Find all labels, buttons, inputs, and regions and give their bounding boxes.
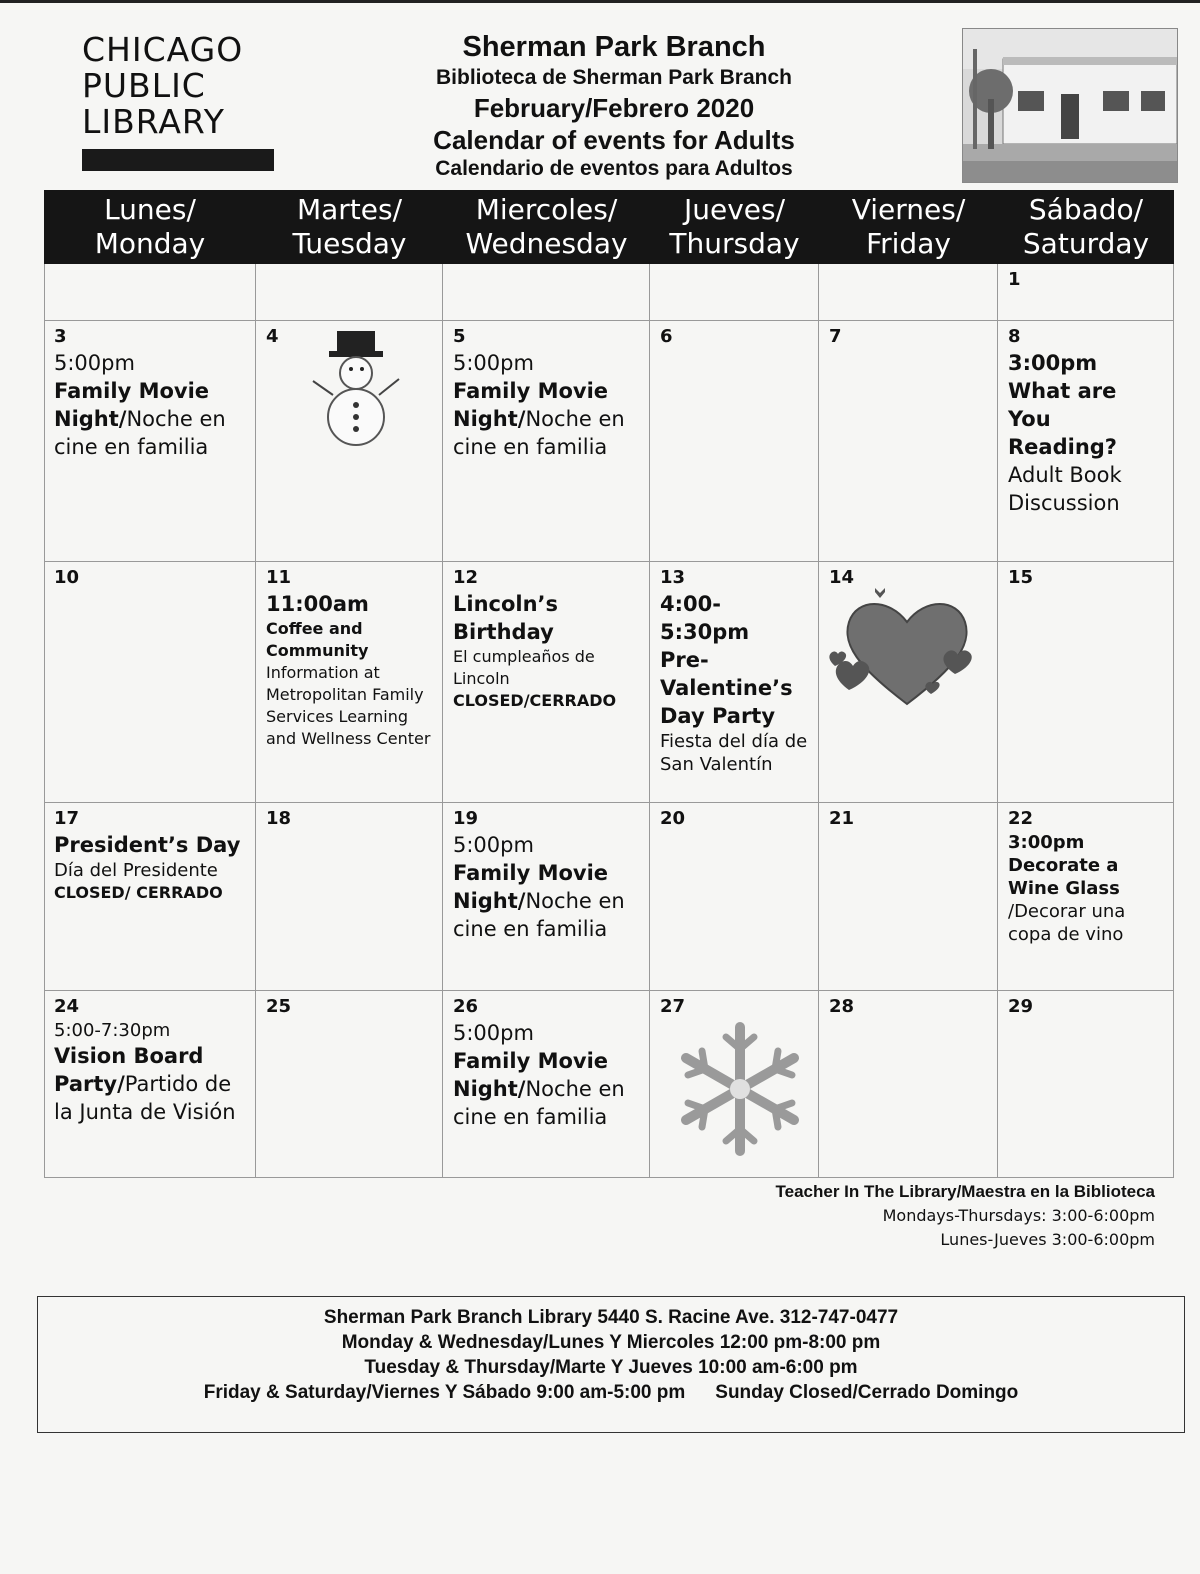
event-time: 5:00pm — [453, 833, 534, 857]
page-header — [395, 30, 833, 182]
event-subtitle: El cumpleaños de Lincoln — [453, 647, 595, 688]
day-cell-28 — [819, 991, 998, 1178]
hearts-icon — [827, 586, 987, 716]
day-number: 11 — [266, 567, 292, 588]
event-title: Vision Board — [54, 1044, 204, 1068]
event-subtitle: Fiesta del día de San Valentín — [660, 731, 808, 775]
day-number: 26 — [453, 996, 479, 1017]
logo-line-3: LIBRARY — [82, 102, 225, 141]
day-cell-21 — [819, 803, 998, 991]
day-number: 19 — [453, 808, 479, 829]
day-cell-29 — [998, 991, 1174, 1178]
day-number: 15 — [1008, 567, 1034, 588]
day-cell-18 — [256, 803, 443, 991]
day-cell-13 — [650, 562, 819, 803]
day-number: 24 — [54, 996, 80, 1017]
hours-fri-sat-sun — [38, 1380, 1184, 1405]
day-number: 5 — [453, 326, 466, 347]
day-number: 29 — [1008, 996, 1034, 1017]
event-time: 4:00-5:30pm — [660, 592, 750, 644]
month-title: February/Febrero 2020 — [473, 93, 755, 123]
calendar-title-es: Calendario de eventos para Adultos — [435, 157, 793, 180]
day-number: 12 — [453, 567, 479, 588]
day-cell-11 — [256, 562, 443, 803]
library-address: Sherman Park Branch Library 5440 S. Racine Ave. 312-747-0477 — [323, 1307, 899, 1328]
sunday-closed: Sunday Closed/Cerrado Domingo — [715, 1382, 1019, 1403]
day-number: 25 — [266, 996, 292, 1017]
day-header-monday: Lunes/ Monday — [44, 190, 256, 264]
day-cell-5 — [443, 321, 650, 562]
event-subtitle: Adult Book Discussion — [1008, 463, 1122, 515]
library-logo — [82, 32, 274, 171]
day-cell-empty — [819, 264, 998, 321]
day-header-friday: Viernes/ Friday — [819, 190, 998, 264]
event-title: President’s Day — [54, 833, 241, 857]
event-time: 5:00pm — [54, 351, 135, 375]
event-time: 3:00pm — [1008, 832, 1085, 853]
branch-title-es: Biblioteca de Sherman Park Branch — [436, 66, 792, 89]
event-title-es: Night/Noche en cine en familia — [54, 407, 226, 459]
event-title: Lincoln’s Birthday — [453, 592, 559, 644]
event-time: 5:00-7:30pm — [54, 1020, 171, 1041]
logo-line-1: CHICAGO — [82, 30, 244, 69]
day-number: 1 — [1008, 269, 1021, 290]
day-number: 10 — [54, 567, 80, 588]
day-cell-6 — [650, 321, 819, 562]
logo-bar — [82, 149, 274, 171]
event-time: 5:00pm — [453, 351, 534, 375]
day-cell-22 — [998, 803, 1174, 991]
day-number: 8 — [1008, 326, 1021, 347]
day-number: 7 — [829, 326, 842, 347]
event-title-es: Night/Noche en cine en familia — [453, 1077, 625, 1129]
event-time: 11:00am — [266, 592, 369, 616]
event-title: Family Movie — [453, 861, 609, 885]
event-time: 5:00pm — [453, 1021, 534, 1045]
day-cell-17 — [44, 803, 256, 991]
event-title: Coffee and Community — [266, 619, 369, 660]
day-cell-25 — [256, 991, 443, 1178]
teacher-hours-es: Lunes-Jueves 3:00-6:00pm — [940, 1230, 1155, 1249]
day-header-tuesday: Martes/ Tuesday — [256, 190, 443, 264]
day-cell-24 — [44, 991, 256, 1178]
event-title: Family Movie — [54, 379, 210, 403]
day-number: 22 — [1008, 808, 1034, 829]
day-cell-7 — [819, 321, 998, 562]
hours-mon-wed: Monday & Wednesday/Lunes Y Miercoles 12:00 pm-8:00 pm — [341, 1332, 881, 1353]
event-title-es: Night/Noche en cine en familia — [453, 407, 625, 459]
hours-fri-sat: Friday & Saturday/Viernes Y Sábado 9:00 am-5:00 pm — [203, 1382, 686, 1403]
closed-label: CLOSED/ CERRADO — [54, 883, 223, 902]
event-title-es: Party/Partido de la Junta de Visión — [54, 1072, 236, 1124]
day-number: 27 — [660, 996, 686, 1017]
event-title: Family Movie — [453, 1049, 609, 1073]
day-header-wednesday: Miercoles/ Wednesday — [443, 190, 650, 264]
day-number: 21 — [829, 808, 855, 829]
day-cell-empty — [256, 264, 443, 321]
day-cell-10 — [44, 562, 256, 803]
logo-line-2: PUBLIC — [82, 66, 206, 105]
branch-title: Sherman Park Branch — [462, 31, 766, 63]
hours-tue-thu: Tuesday & Thursday/Marte Y Jueves 10:00 am-6:00 pm — [364, 1357, 858, 1378]
day-cell-12 — [443, 562, 650, 803]
day-cell-4 — [256, 321, 443, 562]
day-cell-empty — [650, 264, 819, 321]
day-number: 14 — [829, 567, 855, 588]
event-subtitle: Information at Metropolitan Family Services Learning and Wellness Center — [266, 663, 431, 748]
event-subtitle: /Decorar una copa de vino — [1008, 901, 1126, 945]
teacher-hours-en: Mondays-Thursdays: 3:00-6:00pm — [882, 1206, 1155, 1225]
closed-label: CLOSED/CERRADO — [453, 691, 617, 710]
library-hours-box — [37, 1296, 1185, 1433]
calendar-grid — [44, 190, 1174, 1178]
teacher-title: Teacher In The Library/Maestra en la Biblioteca — [775, 1182, 1155, 1201]
day-cell-1 — [998, 264, 1174, 321]
day-cell-8 — [998, 321, 1174, 562]
day-cell-empty — [44, 264, 256, 321]
day-cell-20 — [650, 803, 819, 991]
library-building-photo — [962, 28, 1178, 183]
event-title: What are You Reading? — [1008, 379, 1117, 459]
day-number: 20 — [660, 808, 686, 829]
event-time: 3:00pm — [1008, 351, 1098, 375]
day-number: 17 — [54, 808, 80, 829]
day-number: 18 — [266, 808, 292, 829]
day-number: 28 — [829, 996, 855, 1017]
day-cell-26 — [443, 991, 650, 1178]
event-title: Decorate a Wine Glass — [1008, 855, 1120, 899]
day-number: 4 — [266, 326, 279, 347]
day-number: 3 — [54, 326, 67, 347]
day-cell-3 — [44, 321, 256, 562]
day-header-saturday: Sábado/ Saturday — [998, 190, 1174, 264]
day-number: 6 — [660, 326, 673, 347]
teacher-in-library-note — [776, 1180, 1155, 1252]
event-title-es: Night/Noche en cine en familia — [453, 889, 625, 941]
day-cell-14 — [819, 562, 998, 803]
day-header-thursday: Jueves/ Thursday — [650, 190, 819, 264]
event-title: Pre-Valentine’s Day Party — [660, 648, 793, 728]
day-cell-19 — [443, 803, 650, 991]
day-number: 13 — [660, 567, 686, 588]
day-cell-27 — [650, 991, 819, 1178]
snowman-icon — [311, 329, 401, 447]
snowflake-icon — [670, 1019, 810, 1159]
day-cell-15 — [998, 562, 1174, 803]
event-subtitle: Día del Presidente — [54, 860, 218, 881]
top-rule — [0, 0, 1200, 3]
event-title: Family Movie — [453, 379, 609, 403]
day-cell-empty — [443, 264, 650, 321]
calendar-title-en: Calendar of events for Adults — [433, 125, 795, 155]
